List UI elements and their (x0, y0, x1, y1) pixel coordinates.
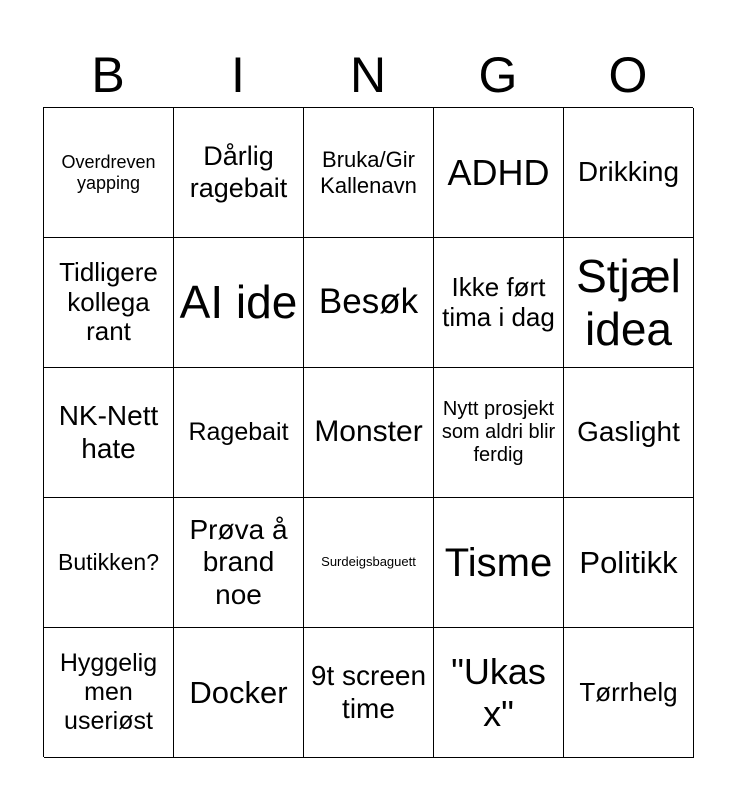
bingo-cell[interactable] (174, 628, 304, 758)
header-letter-i: I (231, 47, 245, 103)
bingo-cell[interactable] (434, 238, 564, 368)
bingo-cell-label: Tørrhelg (579, 676, 678, 707)
bingo-cell-label: Surdeigsbaguett (321, 554, 416, 570)
bingo-cell[interactable] (434, 108, 564, 238)
bingo-cell[interactable] (564, 368, 694, 498)
bingo-cell[interactable] (434, 628, 564, 758)
bingo-cell[interactable] (564, 238, 694, 368)
bingo-cell-label: Bruka/Gir Kallenavn (320, 147, 417, 198)
bingo-cell[interactable] (44, 238, 174, 368)
bingo-cell-label: AI ide (179, 276, 298, 329)
bingo-cell[interactable] (304, 628, 434, 758)
bingo-cell-label: Hyggelig men useriøst (59, 649, 158, 735)
bingo-cell-label: Prøva å brand noe (189, 514, 288, 610)
bingo-cell[interactable] (304, 368, 434, 498)
bingo-cell[interactable] (174, 368, 304, 498)
bingo-cell-label: Monster (314, 415, 423, 449)
bingo-cell-label: Docker (189, 674, 288, 710)
bingo-cell-label: 9t screen time (310, 660, 427, 724)
header-letter-n: N (349, 47, 387, 103)
bingo-cell-label: Tisme (444, 540, 553, 585)
header-letter-b: B (91, 47, 125, 103)
bingo-cell-label: Dårlig ragebait (189, 141, 288, 203)
bingo-cell-label: Ikke ført tima i dag (442, 271, 555, 332)
bingo-cell-label: Butikken? (57, 549, 159, 576)
bingo-cell-label: Stjæl idea (576, 249, 681, 355)
bingo-cell[interactable] (174, 498, 304, 628)
bingo-cell-label: ADHD (447, 151, 550, 193)
bingo-cell-label: Besøk (318, 282, 419, 322)
bingo-cell-label: Overdreven yapping (61, 151, 156, 193)
bingo-cell[interactable] (434, 498, 564, 628)
bingo-cell-label: Nytt prosjekt som aldri blir ferdig (441, 398, 556, 466)
bingo-cell[interactable] (44, 628, 174, 758)
bingo-cell[interactable] (304, 108, 434, 238)
bingo-cell[interactable] (304, 238, 434, 368)
bingo-cell-label: Gaslight (577, 416, 680, 448)
bingo-cell-label: Ragebait (188, 418, 289, 447)
bingo-grid (43, 107, 693, 757)
bingo-cell[interactable] (564, 628, 694, 758)
bingo-cell[interactable] (434, 368, 564, 498)
bingo-cell[interactable] (174, 238, 304, 368)
bingo-cell[interactable] (44, 368, 174, 498)
header-letter-g: G (478, 47, 518, 103)
bingo-cell[interactable] (564, 108, 694, 238)
bingo-cell[interactable] (44, 498, 174, 628)
bingo-cell-label: Drikking (577, 156, 680, 188)
bingo-cell[interactable] (44, 108, 174, 238)
header-letter-o: O (608, 47, 648, 103)
bingo-cell[interactable] (304, 498, 434, 628)
bingo-header (43, 44, 693, 106)
bingo-cell-label: Politikk (579, 544, 678, 580)
bingo-cell-label: Tidligere kollega rant (59, 256, 158, 347)
bingo-cell-label: NK-Nett hate (58, 400, 159, 464)
bingo-cell[interactable] (564, 498, 694, 628)
bingo-cell-label: "Ukas x" (451, 651, 546, 734)
bingo-cell[interactable] (174, 108, 304, 238)
